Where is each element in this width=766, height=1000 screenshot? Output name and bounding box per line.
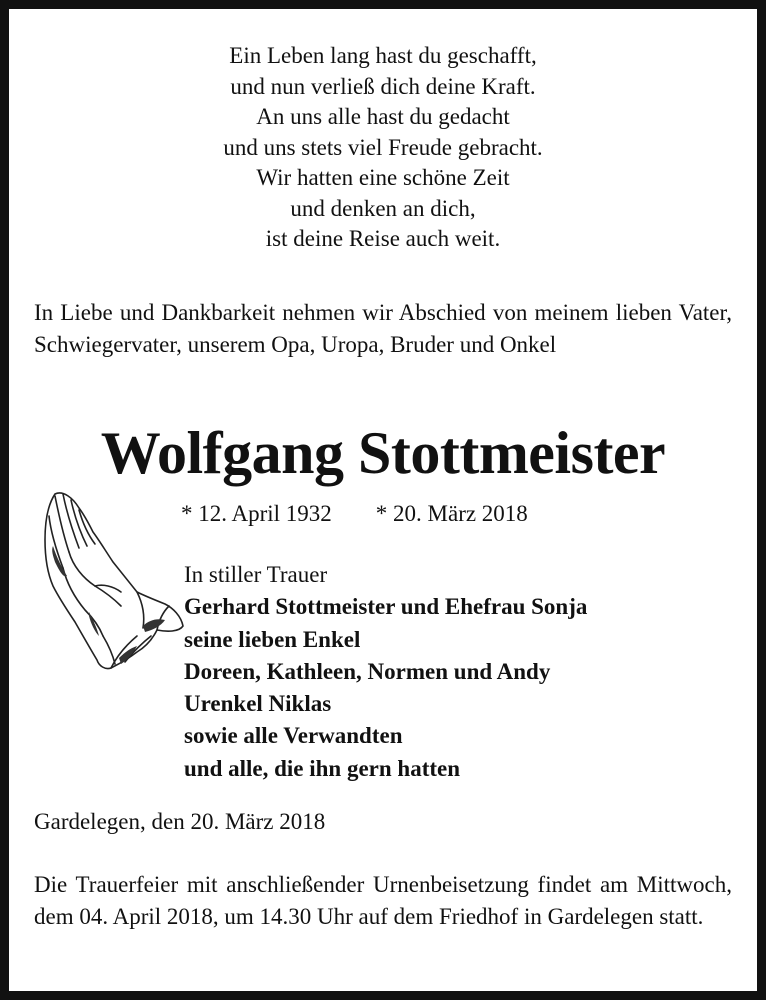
birth-date: * 12. April 1932 [181, 501, 332, 526]
mourners-heading: In stiller Trauer [184, 562, 328, 587]
mourner-line: Gerhard Stottmeister und Ehefrau Sonja [184, 594, 588, 620]
service-info: Die Trauerfeier mit anschließender Urnenbeisetzung findet am Mittwoch, dem 04. April 2018, um 14.30 Uhr auf dem Friedhof in Gardelegen statt. [34, 872, 732, 929]
mourners [184, 559, 587, 785]
place-date: Gardelegen, den 20. März 2018 [34, 809, 326, 834]
poem-line: Ein Leben lang hast du geschafft, [229, 43, 537, 68]
poem-line: ist deine Reise auch weit. [265, 226, 501, 251]
poem-line: Wir hatten eine schöne Zeit [256, 165, 510, 190]
poem-line: und denken an dich, [290, 195, 476, 221]
death-date: * 20. März 2018 [375, 501, 528, 526]
poem-line: An uns alle hast du gedacht [256, 104, 510, 129]
life-dates [181, 501, 528, 527]
intro-text: In Liebe und Dankbarkeit nehmen wir Abschied von meinem lieben Vater, Schwiegervater, unserem Opa, Uropa, Bruder und Onkel [34, 300, 732, 357]
mourner-line: sowie alle Verwandten [184, 723, 403, 749]
praying-hands-icon [33, 486, 189, 676]
mourner-line: Urenkel Niklas [184, 691, 332, 717]
poem [9, 41, 757, 255]
mourner-line: Doreen, Kathleen, Normen und Andy [184, 658, 551, 684]
deceased-name: Wolfgang Stottmeister [100, 420, 666, 486]
poem-line: und nun verließ dich deine Kraft. [230, 73, 536, 99]
mourner-line: und alle, die ihn gern hatten [184, 755, 461, 781]
poem-line: und uns stets viel Freude gebracht. [223, 134, 543, 160]
mourner-line: seine lieben Enkel [184, 626, 361, 652]
